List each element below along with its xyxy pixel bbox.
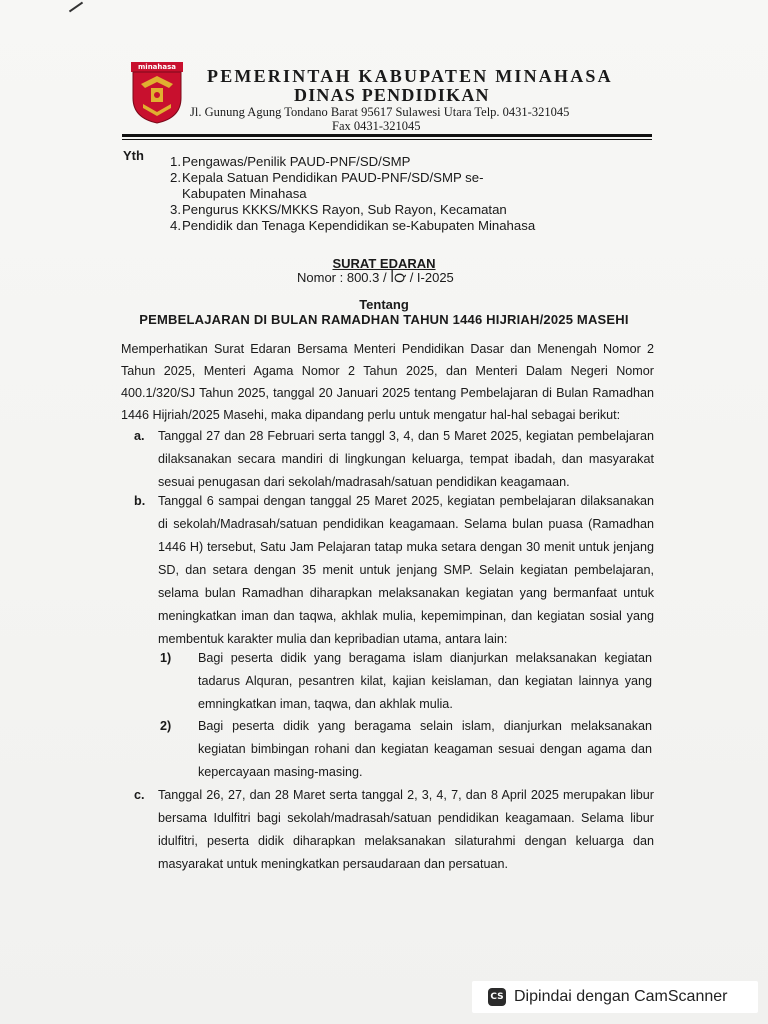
document-title: SURAT EDARAN (332, 256, 436, 271)
subpoint-2 (160, 715, 652, 784)
camscanner-label: Dipindai dengan CamScanner (514, 988, 728, 1005)
recipient-text: Pengurus KKKS/MKKS Rayon, Sub Rayon, Kecamatan (182, 202, 507, 217)
salutation: Yth (123, 148, 144, 163)
intro-paragraph: Memperhatikan Surat Edaran Bersama Menteri Pendidikan Dasar dan Menengah Nomor 2 Tahun 2025, Menteri Agama Nomor 2 Tahun 2025, dan Menteri Dalam Negeri Nomor 400.1/320/SJ Tahun 2025, tanggal 20 Januari 2025 tentang Pembelajaran di Bulan Ramadhan 1446 Hijriah/2025 Masehi, maka dipandang perlu untuk mengatur hal-hal sebagai berikut: (121, 342, 654, 422)
pen-mark (69, 2, 83, 13)
point-text: Tanggal 6 sampai dengan tanggal 25 Maret 2025, kegiatan pembelajaran dilaksanakan di sekolah/Madrasah/satuan pendidikan keagamaan. Selama bulan puasa (Ramadhan 1446 H) tersebut, Satu Jam Pelajaran tatap muka setara dengan 30 menit untuk jenjang SD, dan setara dengan 35 menit untuk jenjang SMP. Selain kegiatan pembelajaran, selama bulan Ramadhan diharapkan melaksanakan kegiatan yang bermanfaat untuk meningkatkan iman dan taqwa, akhlak mulia, kepemimpinan, dan kegiatan sosial yang membentuk karakter mulia dan kepribadian utama, antara lain: (158, 494, 654, 646)
point-marker: a. (134, 429, 145, 443)
subpoint-1 (160, 647, 652, 716)
point-c (134, 784, 654, 876)
recipient-number: 2. (170, 170, 181, 185)
point-b (134, 490, 654, 651)
recipient-item (170, 170, 512, 202)
letterhead-fax: Fax 0431-321045 (332, 119, 421, 133)
recipient-number: 3. (170, 202, 181, 217)
camscanner-logo-icon: CS (488, 988, 506, 1006)
camscanner-watermark (472, 981, 758, 1013)
subpoint-marker: 2) (160, 719, 172, 733)
document-number: Nomor : 800.3 / ꟾ℺ / I-2025 (297, 270, 454, 285)
point-text: Tanggal 26, 27, dan 28 Maret serta tanggal 2, 3, 4, 7, dan 8 April 2025 merupakan libur bersama Idulfitri bagi sekolah/madrasah/satuan pendidikan keagamaan. Selama libur idulfitri, peserta didik diharapkan melaksanakan silaturahmi dengan keluarga dan masyarakat untuk meningkatkan persaudaraan dan persatuan. (158, 788, 654, 871)
subpoint-text: Bagi peserta didik yang beragama islam dianjurkan melaksanakan kegiatan tadarus Alquran, pesantren kilat, kajian keislaman, dan kegiatan lainnya yang emningkatkan iman, taqwa, dan akhlak mulia. (198, 651, 652, 711)
recipient-text: Pendidik dan Tenaga Kependidikan se-Kabupaten Minahasa (182, 218, 536, 233)
letterhead-address: Jl. Gunung Agung Tondano Barat 95617 Sulawesi Utara Telp. 0431-321045 (190, 105, 570, 119)
point-marker: c. (134, 788, 145, 802)
letterhead-government: PEMERINTAH KABUPATEN MINAHASA (207, 66, 613, 86)
point-a (134, 425, 654, 494)
letterhead-agency: DINAS PENDIDIKAN (294, 85, 490, 105)
document-subject: PEMBELAJARAN DI BULAN RAMADHAN TAHUN 1446 HIJRIAH/2025 MASEHI (139, 312, 629, 327)
recipient-item (170, 202, 542, 218)
recipient-number: 4. (170, 218, 181, 233)
regency-emblem-icon (131, 62, 183, 124)
letterhead-rule-thin (122, 139, 652, 140)
recipient-text: Pengawas/Penilik PAUD-PNF/SD/SMP (182, 154, 411, 169)
recipient-number: 1. (170, 154, 181, 169)
point-text: Tanggal 27 dan 28 Februari serta tanggl 3, 4, dan 5 Maret 2025, kegiatan pembelajaran dilaksanakan secara mandiri di lingkungan keluarga, tempat ibadah, dan masyarakat sesuai penugasan dari sekolah/madrasah/satuan pendidikan keagamaan. (158, 429, 654, 489)
document-about-label: Tentang (359, 297, 409, 312)
recipient-item (170, 154, 482, 170)
point-marker: b. (134, 494, 146, 508)
recipient-item (170, 218, 562, 234)
letterhead-rule-thick (122, 134, 652, 137)
recipient-text: Kepala Satuan Pendidikan PAUD-PNF/SD/SMP se-Kabupaten Minahasa (182, 170, 484, 201)
subpoint-marker: 1) (160, 651, 172, 665)
recipient-list (170, 154, 562, 234)
subpoint-text: Bagi peserta didik yang beragama selain islam, dianjurkan melaksanakan kegiatan bimbingan rohani dan kegiatan keagaman sesuai dengan agama dan kepercayaan masing-masing. (198, 719, 652, 779)
emblem-label: minahasa (138, 63, 176, 71)
